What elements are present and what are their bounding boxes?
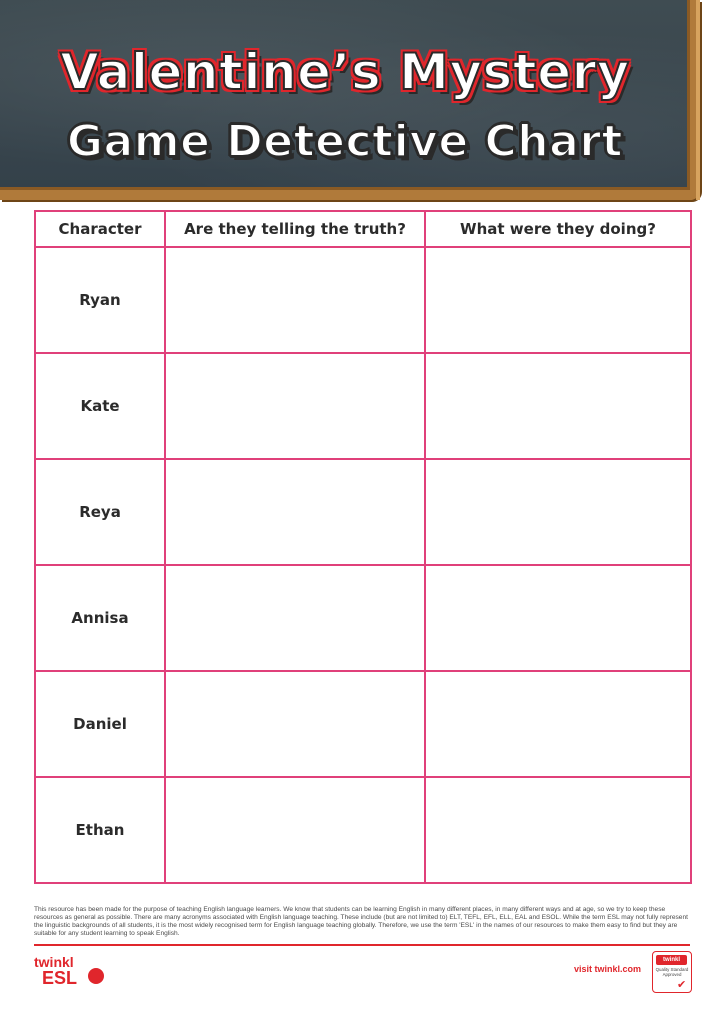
board-frame (696, 0, 700, 200)
table-row (35, 353, 691, 459)
table-header-row (35, 211, 691, 247)
table-row (35, 459, 691, 565)
footer-divider (34, 944, 690, 946)
doing-answer-cell[interactable] (425, 459, 691, 565)
column-header-doing: What were they doing? (425, 211, 691, 247)
title-line-2: Game Detective Chart (66, 116, 624, 167)
truth-answer-cell[interactable] (165, 777, 425, 883)
column-header-character: Character (35, 211, 165, 247)
checkmark-icon: ✔ (677, 978, 687, 991)
table-row (35, 565, 691, 671)
truth-answer-cell[interactable] (165, 671, 425, 777)
twinkl-esl-logo[interactable] (34, 954, 114, 994)
character-name: Ryan (35, 247, 165, 353)
column-header-truth: Are they telling the truth? (165, 211, 425, 247)
chalkboard-header (0, 0, 700, 200)
title-line-1: Valentine’s Mystery (60, 43, 630, 101)
truth-answer-cell[interactable] (165, 353, 425, 459)
character-name: Daniel (35, 671, 165, 777)
doing-answer-cell[interactable] (425, 247, 691, 353)
character-name: Ethan (35, 777, 165, 883)
doing-answer-cell[interactable] (425, 777, 691, 883)
logo-wordmark: twinkl (34, 954, 74, 970)
table-row (35, 247, 691, 353)
truth-answer-cell[interactable] (165, 565, 425, 671)
doing-answer-cell[interactable] (425, 565, 691, 671)
doing-answer-cell[interactable] (425, 671, 691, 777)
logo-badge-icon (88, 968, 104, 984)
character-name: Annisa (35, 565, 165, 671)
quality-badge-text: Quality Standard Approved (655, 967, 689, 977)
doing-answer-cell[interactable] (425, 353, 691, 459)
character-name: Reya (35, 459, 165, 565)
character-name: Kate (35, 353, 165, 459)
detective-chart-table (34, 210, 692, 884)
visit-website-link[interactable]: visit twinkl.com (574, 964, 642, 974)
logo-esl-text: ESL (42, 968, 78, 988)
table-row (35, 671, 691, 777)
esl-disclaimer-text: This resource has been made for the purpose of teaching English language learners. We know that students can be learning English in many different places, in many different ways and at age, so we try to keep these resources as general as possible. There are many acronyms associated with English language teaching. These include (but are not limited to) ELT, TEFL, EFL, ELL, EAL and ESOL. While the term ESL may not fully represent the linguistic backgrounds of all students, it is the most widely recognised term for English language teaching globally. Therefore, we use the term 'ESL' in the names of our resources to make them easy to find but they are suitable for any student learning to speak English. (34, 906, 688, 937)
quality-badge-logo: twinkl (656, 955, 687, 965)
quality-standard-badge (652, 951, 692, 993)
truth-answer-cell[interactable] (165, 459, 425, 565)
truth-answer-cell[interactable] (165, 247, 425, 353)
table-row (35, 777, 691, 883)
